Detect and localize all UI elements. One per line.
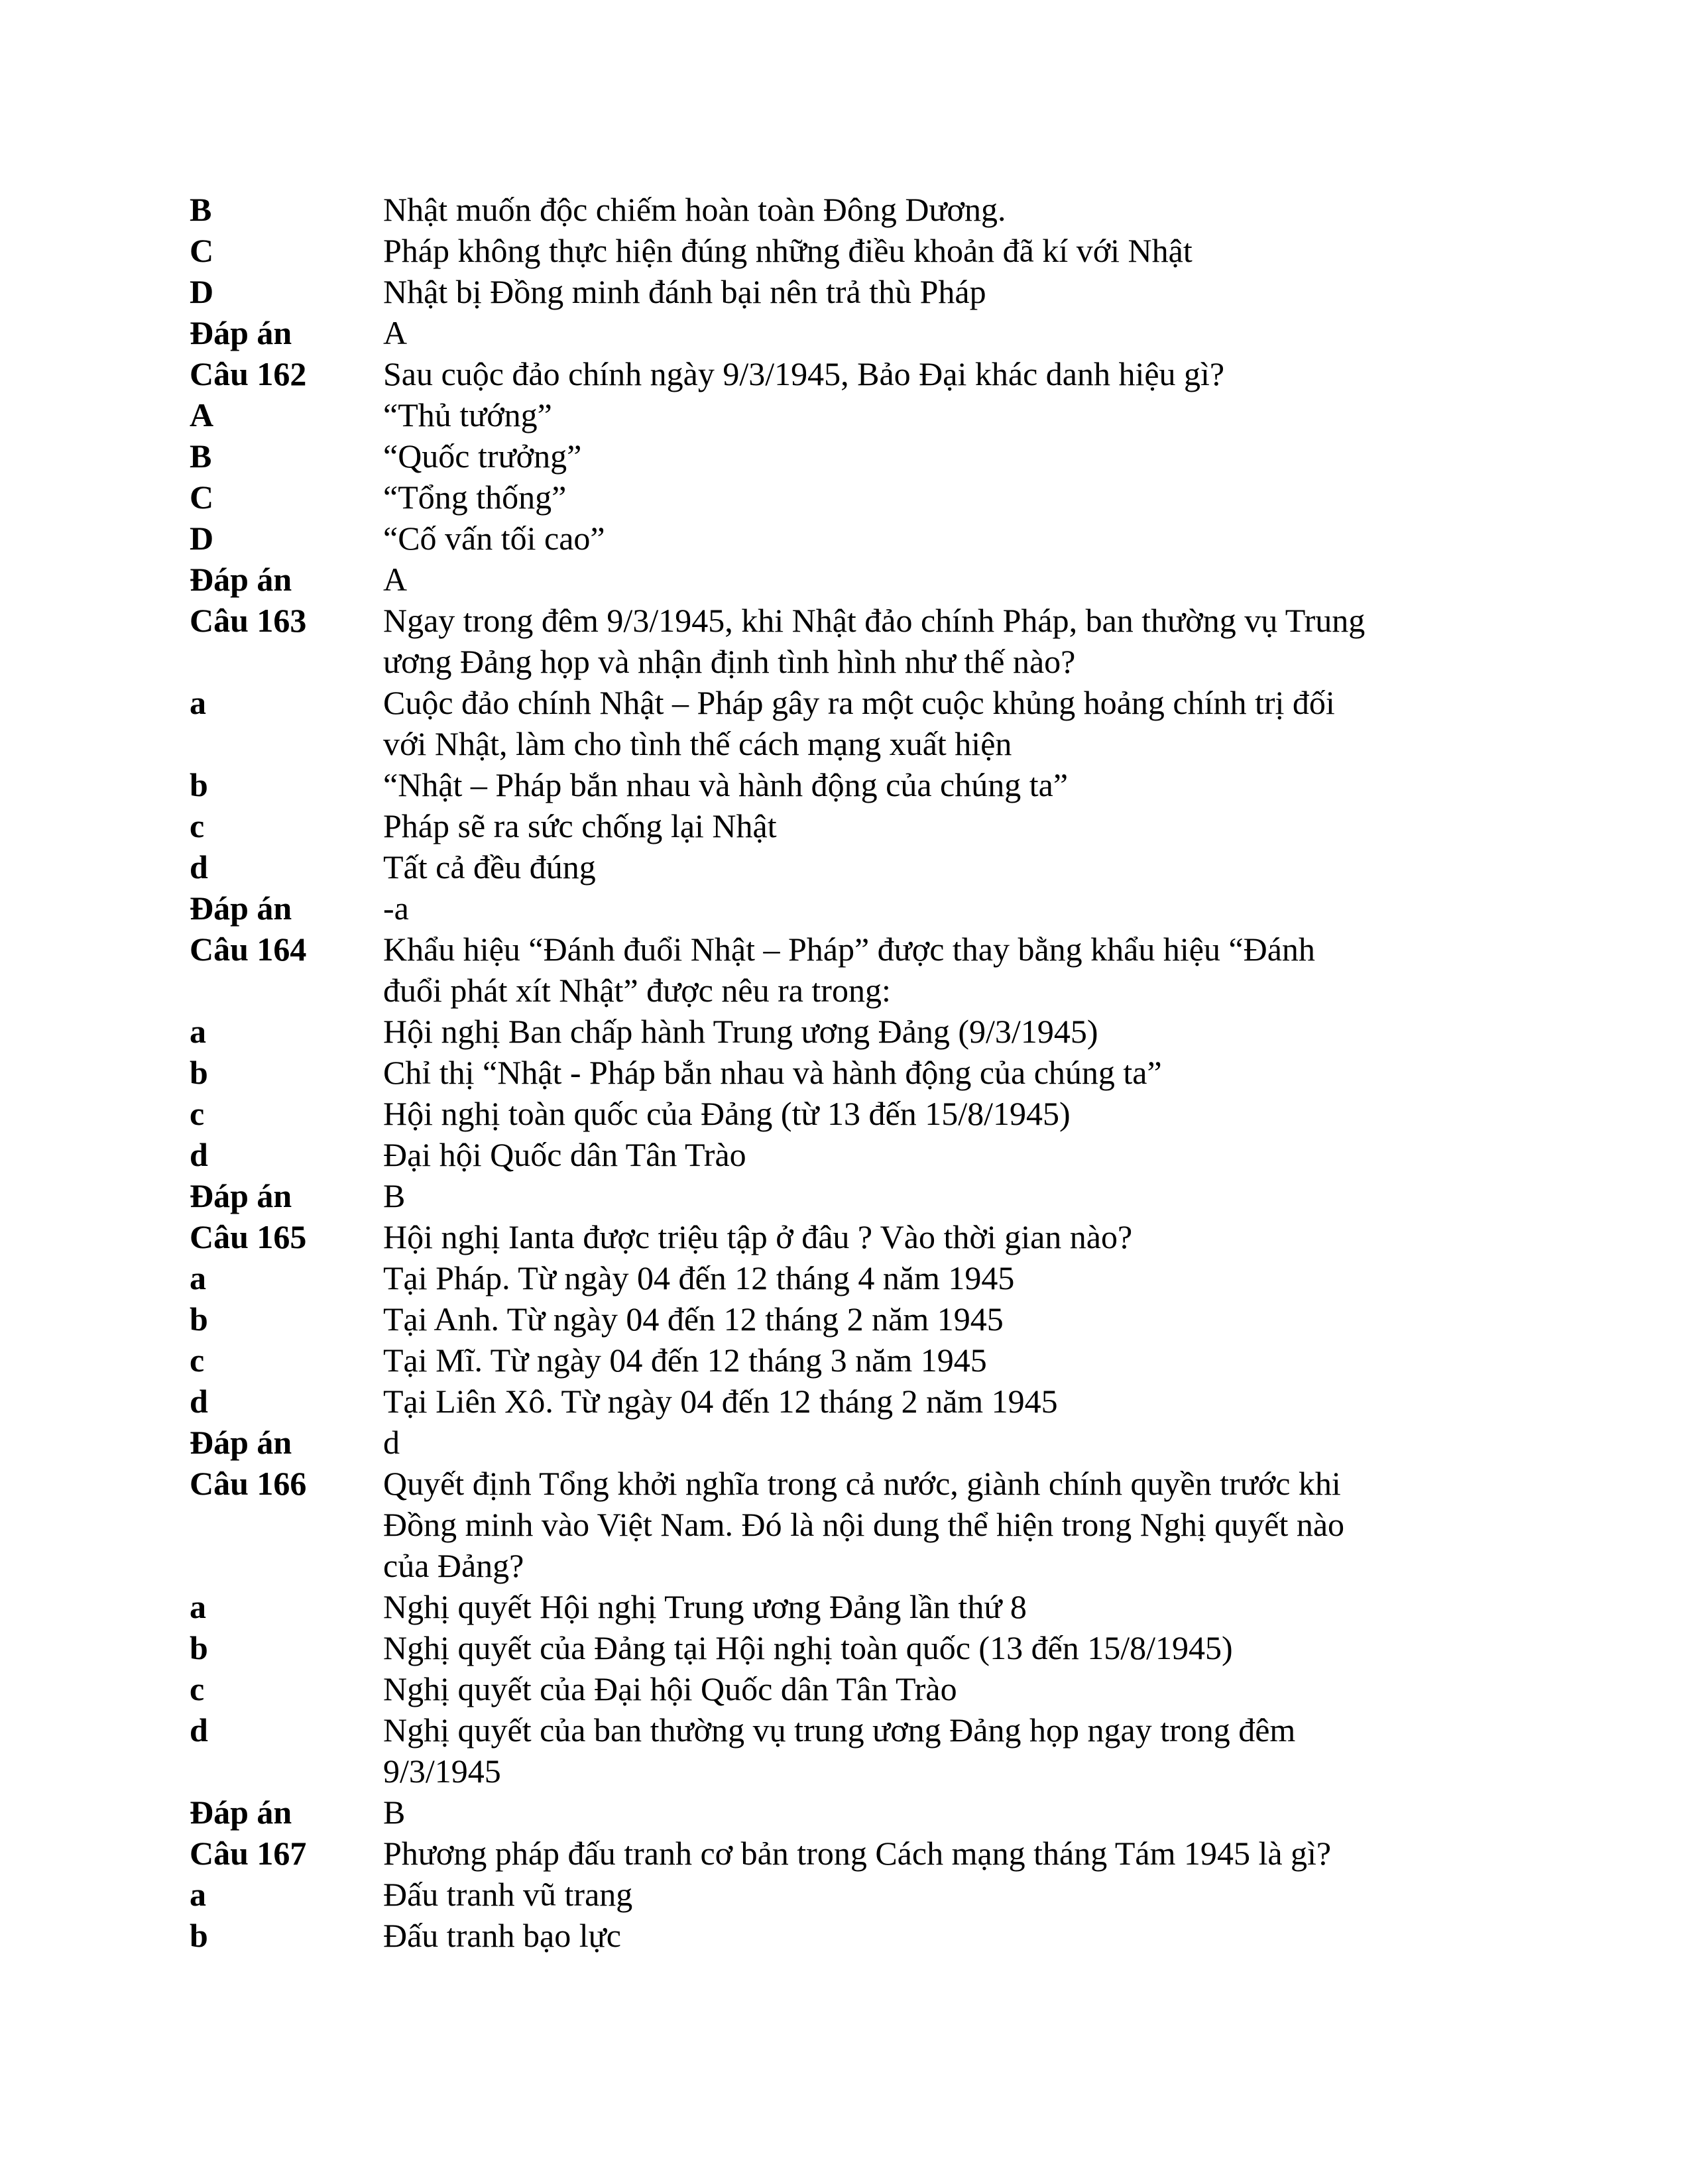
row-text: Hội nghị toàn quốc của Đảng (từ 13 đến 15/8/1945) xyxy=(383,1095,1071,1132)
row-label: B xyxy=(190,437,212,475)
answer-option-row xyxy=(190,1340,1489,1381)
row-label: c xyxy=(190,807,205,844)
answer-option-row xyxy=(190,230,1489,271)
row-text: Tại Pháp. Từ ngày 04 đến 12 tháng 4 năm 1945 xyxy=(383,1259,1015,1296)
answer-option-row xyxy=(190,394,1489,435)
answer-option-row xyxy=(190,1915,1489,1956)
answer-option-row xyxy=(190,682,1489,764)
answer-option-row xyxy=(190,1709,1489,1792)
row-text: Cuộc đảo chính Nhật – Pháp gây ra một cuộc khủng hoảng chính trị đối với Nhật, làm cho tình thế cách mạng xuất hiện xyxy=(383,684,1335,762)
row-text: Tất cả đều đúng xyxy=(383,848,596,886)
row-label: Câu 164 xyxy=(190,931,307,968)
answer-option-row xyxy=(190,1874,1489,1915)
row-label: a xyxy=(190,1259,206,1296)
answer-key-row xyxy=(190,888,1489,929)
row-text: A xyxy=(383,561,408,598)
row-label: d xyxy=(190,1136,208,1173)
row-text: Pháp không thực hiện đúng những điều khoản đã kí với Nhật xyxy=(383,232,1193,269)
row-label: b xyxy=(190,766,208,803)
row-text: Pháp sẽ ra sức chống lại Nhật xyxy=(383,807,777,844)
answer-key-row xyxy=(190,1175,1489,1216)
row-text: Nhật bị Đồng minh đánh bại nên trả thù Pháp xyxy=(383,273,986,310)
row-text: Sau cuộc đảo chính ngày 9/3/1945, Bảo Đại khác danh hiệu gì? xyxy=(383,355,1225,392)
row-text: Tại Liên Xô. Từ ngày 04 đến 12 tháng 2 năm 1945 xyxy=(383,1383,1058,1420)
row-text: “Tổng thống” xyxy=(383,479,567,516)
row-text: “Quốc trưởng” xyxy=(383,437,582,475)
answer-option-row xyxy=(190,805,1489,846)
row-label: b xyxy=(190,1054,208,1091)
row-label: d xyxy=(190,1711,208,1749)
row-text: d xyxy=(383,1424,400,1461)
row-text: Đấu tranh vũ trang xyxy=(383,1876,633,1913)
question-row xyxy=(190,929,1489,1011)
answer-option-row xyxy=(190,1627,1489,1668)
row-text: Nghị quyết của Đại hội Quốc dân Tân Trào xyxy=(383,1670,957,1707)
answer-option-row xyxy=(190,1257,1489,1298)
row-text: A xyxy=(383,314,408,351)
answer-option-row xyxy=(190,846,1489,888)
row-label: a xyxy=(190,1588,206,1625)
answer-option-row xyxy=(190,1093,1489,1134)
row-text: “Thủ tướng” xyxy=(383,396,552,433)
answer-option-row xyxy=(190,271,1489,312)
quiz-content xyxy=(190,189,1489,1956)
row-text: Đại hội Quốc dân Tân Trào xyxy=(383,1136,746,1173)
row-text: Khẩu hiệu “Đánh đuổi Nhật – Pháp” được thay bằng khẩu hiệu “Đánh đuổi phát xít Nhật” được nêu ra trong: xyxy=(383,931,1315,1009)
answer-option-row xyxy=(190,764,1489,805)
answer-option-row xyxy=(190,1052,1489,1093)
row-label: D xyxy=(190,520,214,557)
row-label: c xyxy=(190,1670,205,1707)
row-label: b xyxy=(190,1300,208,1338)
answer-option-row xyxy=(190,1134,1489,1175)
row-label: B xyxy=(190,191,212,228)
answer-option-row xyxy=(190,435,1489,477)
answer-key-row xyxy=(190,312,1489,353)
row-label: Đáp án xyxy=(190,561,292,598)
row-text: Tại Mĩ. Từ ngày 04 đến 12 tháng 3 năm 1945 xyxy=(383,1342,987,1379)
row-label: c xyxy=(190,1342,205,1379)
row-text: B xyxy=(383,1177,406,1214)
question-row xyxy=(190,1833,1489,1874)
answer-option-row xyxy=(190,189,1489,230)
row-text: Nghị quyết Hội nghị Trung ương Đảng lần thứ 8 xyxy=(383,1588,1027,1625)
answer-key-row xyxy=(190,1792,1489,1833)
row-label: Câu 166 xyxy=(190,1465,307,1502)
row-label: Đáp án xyxy=(190,1424,292,1461)
row-label: C xyxy=(190,479,214,516)
row-text: Quyết định Tổng khởi nghĩa trong cả nước, giành chính quyền trước khi Đồng minh vào Việt Nam. Đó là nội dung thể hiện trong Nghị quyết nào của Đảng? xyxy=(383,1465,1345,1584)
answer-option-row xyxy=(190,1381,1489,1422)
answer-option-row xyxy=(190,518,1489,559)
row-text: Đấu tranh bạo lực xyxy=(383,1917,621,1954)
row-label: Đáp án xyxy=(190,1794,292,1831)
row-text: Nghị quyết của Đảng tại Hội nghị toàn quốc (13 đến 15/8/1945) xyxy=(383,1629,1233,1666)
question-row xyxy=(190,1216,1489,1257)
row-label: c xyxy=(190,1095,205,1132)
row-label: Câu 162 xyxy=(190,355,307,392)
row-text: Hội nghị Ianta được triệu tập ở đâu ? Vào thời gian nào? xyxy=(383,1218,1133,1255)
answer-option-row xyxy=(190,1668,1489,1709)
row-label: d xyxy=(190,1383,208,1420)
row-text: Nghị quyết của ban thường vụ trung ương Đảng họp ngay trong đêm 9/3/1945 xyxy=(383,1711,1296,1790)
row-text: Hội nghị Ban chấp hành Trung ương Đảng (9/3/1945) xyxy=(383,1013,1098,1050)
row-label: Câu 167 xyxy=(190,1835,307,1872)
question-row xyxy=(190,1463,1489,1586)
answer-option-row xyxy=(190,1298,1489,1340)
row-label: Câu 163 xyxy=(190,602,307,639)
row-text: Ngay trong đêm 9/3/1945, khi Nhật đảo chính Pháp, ban thường vụ Trung ương Đảng họp và nhận định tình hình như thế nào? xyxy=(383,602,1366,680)
row-label: b xyxy=(190,1917,208,1954)
row-text: “Cố vấn tối cao” xyxy=(383,520,605,557)
row-label: Đáp án xyxy=(190,890,292,927)
row-text: “Nhật – Pháp bắn nhau và hành động của chúng ta” xyxy=(383,766,1069,803)
row-text: Nhật muốn độc chiếm hoàn toàn Đông Dương. xyxy=(383,191,1006,228)
row-label: a xyxy=(190,684,206,721)
row-text: Chỉ thị “Nhật - Pháp bắn nhau và hành động của chúng ta” xyxy=(383,1054,1162,1091)
row-label: b xyxy=(190,1629,208,1666)
answer-option-row xyxy=(190,477,1489,518)
row-label: Đáp án xyxy=(190,1177,292,1214)
row-label: A xyxy=(190,396,214,433)
row-text: Tại Anh. Từ ngày 04 đến 12 tháng 2 năm 1945 xyxy=(383,1300,1004,1338)
row-label: D xyxy=(190,273,214,310)
row-text: -a xyxy=(383,890,409,927)
question-row xyxy=(190,353,1489,394)
row-label: a xyxy=(190,1876,206,1913)
row-label: d xyxy=(190,848,208,886)
answer-key-row xyxy=(190,559,1489,600)
row-label: Câu 165 xyxy=(190,1218,307,1255)
answer-option-row xyxy=(190,1586,1489,1627)
row-label: Đáp án xyxy=(190,314,292,351)
row-text: Phương pháp đấu tranh cơ bản trong Cách mạng tháng Tám 1945 là gì? xyxy=(383,1835,1332,1872)
answer-key-row xyxy=(190,1422,1489,1463)
row-label: C xyxy=(190,232,214,269)
row-label: a xyxy=(190,1013,206,1050)
answer-option-row xyxy=(190,1011,1489,1052)
row-text: B xyxy=(383,1794,406,1831)
question-row xyxy=(190,600,1489,682)
